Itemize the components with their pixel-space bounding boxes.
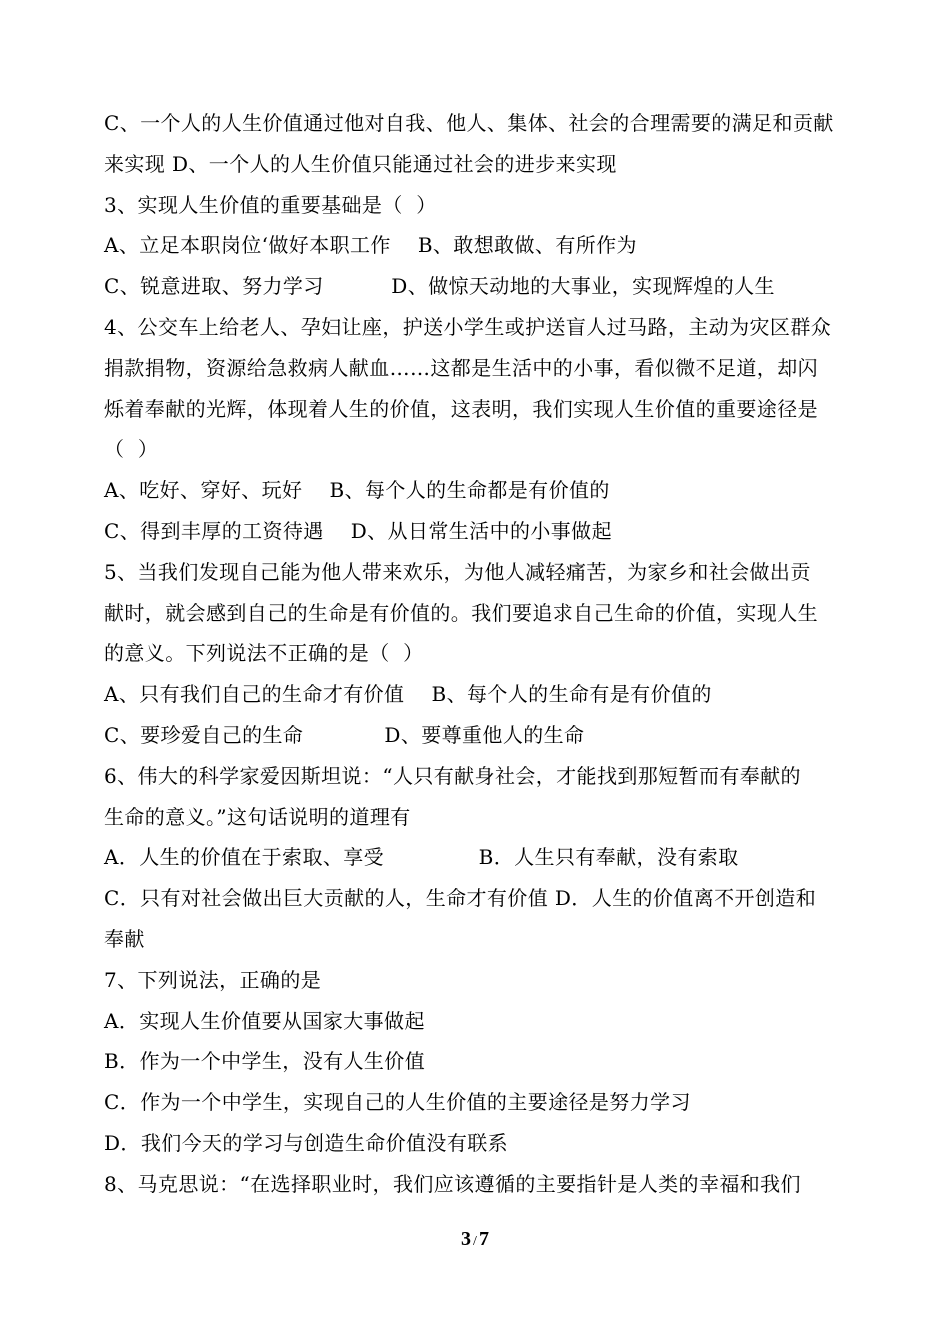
text-line: C、一个人的人生价值通过他对自我、他人、集体、社会的合理需要的满足和贡献 bbox=[104, 111, 834, 135]
text-line: 捐款捐物，资源给急救病人献血……这都是生活中的小事，看似微不足道，却闪 bbox=[104, 355, 818, 380]
page-separator: / bbox=[473, 1234, 477, 1249]
options-line: A、立足本职岗位‘做好本职工作 B、敢想敢做、有所作为 bbox=[104, 233, 637, 258]
text-line: 生命的意义。”这句话说明的道理有 bbox=[104, 804, 411, 829]
options-line: C．只有对社会做出巨大贡献的人，生命才有价值 D．人生的价值离不开创造和 bbox=[104, 886, 817, 911]
option-c: C．作为一个中学生，实现自己的人生价值的主要途径是努力学习 bbox=[104, 1090, 691, 1115]
document-body bbox=[104, 103, 850, 1205]
answer-blank: （ ） bbox=[104, 437, 159, 462]
question-4: 4、公交车上给老人、孕妇让座，护送小学生或护送盲人过马路，主动为灾区群众 bbox=[104, 314, 832, 339]
current-page: 3 bbox=[461, 1228, 472, 1250]
options-line: C、锐意进取、努力学习 D、做惊天动地的大事业，实现辉煌的人生 bbox=[104, 274, 775, 299]
options-line: A．人生的价值在于索取、享受 B．人生只有奉献，没有索取 bbox=[104, 845, 739, 870]
question-6: 6、伟大的科学家爱因斯坦说：“人只有献身社会，才能找到那短暂而有奉献的 bbox=[104, 763, 801, 788]
options-line: A、吃好、穿好、玩好 B、每个人的生命都是有价值的 bbox=[104, 478, 610, 503]
options-line: C、得到丰厚的工资待遇 D、从日常生活中的小事做起 bbox=[104, 518, 612, 543]
question-8: 8、马克思说：“在选择职业时，我们应该遵循的主要指针是人类的幸福和我们 bbox=[104, 1171, 801, 1196]
options-line: A、只有我们自己的生命才有价值 B、每个人的生命有是有价值的 bbox=[104, 682, 712, 707]
options-line: C、要珍爱自己的生命 D、要尊重他人的生命 bbox=[104, 722, 585, 747]
page-number bbox=[0, 1228, 950, 1251]
text-line: 献时，就会感到自己的生命是有价值的。我们要追求自己生命的价值，实现人生 bbox=[104, 600, 818, 625]
total-pages: 7 bbox=[478, 1228, 489, 1250]
option-d: D．我们今天的学习与创造生命价值没有联系 bbox=[104, 1130, 509, 1155]
option-b: B．作为一个中学生，没有人生价值 bbox=[104, 1049, 426, 1074]
text-line: 来实现 D、一个人的人生价值只能通过社会的进步来实现 bbox=[104, 151, 617, 176]
text-line: 烁着奉献的光辉，体现着人生的价值，这表明，我们实现人生价值的重要途径是 bbox=[104, 396, 818, 421]
text-line: 奉献 bbox=[104, 926, 145, 951]
question-5: 5、当我们发现自己能为他人带来欢乐，为他人减轻痛苦，为家乡和社会做出贡 bbox=[104, 559, 811, 584]
option-a: A．实现人生价值要从国家大事做起 bbox=[104, 1008, 425, 1033]
question-7: 7、下列说法，正确的是 bbox=[104, 967, 322, 992]
question-3: 3、实现人生价值的重要基础是（ ） bbox=[104, 192, 437, 217]
text-line: 的意义。下列说法不正确的是（ ） bbox=[104, 641, 424, 666]
